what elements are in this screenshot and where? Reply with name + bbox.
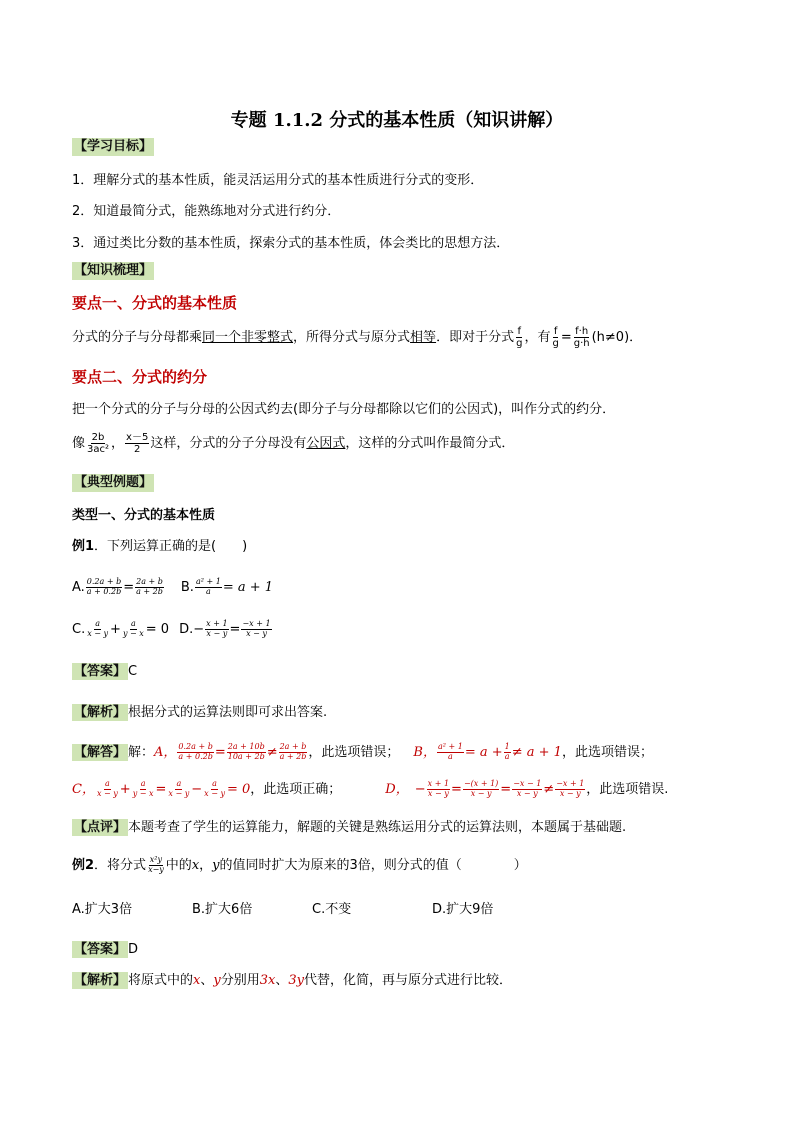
text: ， [111, 436, 125, 451]
option-label: D， [385, 781, 409, 797]
example1-options-ab [72, 578, 273, 597]
knowledge-tag: 【知识梳理】 [72, 262, 154, 280]
text: ，此选项错误； [308, 744, 400, 760]
underlined-term: 相等 [410, 330, 437, 345]
text: ，有 [524, 330, 551, 345]
option-label: B， [413, 744, 436, 760]
equals: = [123, 579, 135, 595]
fraction: $\frac{-(x + 1)}{x - y}$ [463, 779, 499, 798]
point1-text [72, 326, 642, 349]
text: 解： [128, 744, 155, 760]
math: x [193, 973, 201, 988]
text: 将原式中的 [128, 973, 194, 988]
underlined-term: 同一个非零整式 [202, 330, 294, 345]
text: 的值同时扩大为原来的3倍，则分式的值（ ） [219, 857, 527, 873]
text: ．即对于分式 [436, 330, 515, 345]
underlined-term: 公因式 [306, 436, 346, 451]
text: 这样，分式的分子分母没有 [150, 436, 307, 451]
text: ．下列运算正确的是( ) [94, 539, 248, 554]
answer-value: C [128, 664, 138, 679]
math: y [213, 973, 221, 988]
fraction: $\frac{-x - 1}{x - y}$ [513, 779, 542, 798]
fraction: $\frac{1}{a}$ [504, 742, 510, 761]
example2-option: B.扩大6倍 [192, 902, 253, 917]
point2-example [72, 432, 514, 455]
option-label: C， [72, 781, 95, 797]
example-label: 例1 [72, 539, 95, 554]
text: 、 [200, 973, 214, 988]
math: = [214, 744, 226, 760]
text: (h≠0)． [591, 330, 643, 345]
equals: = [229, 621, 241, 637]
point1-heading: 要点一、分式的基本性质 [72, 294, 238, 312]
math: + [110, 621, 121, 637]
text: ，此选项错误. [586, 781, 669, 797]
example2-stem [72, 856, 527, 875]
example-label: 例2 [72, 857, 95, 873]
example2-analysis [72, 973, 512, 989]
fraction: $\frac{\text{a² + 1}}{a}$ [195, 577, 221, 596]
point2-text: 把一个分式的分子与分母的公因式约去(即分子与分母都除以它们的公因式)，叫作分式的约分． [72, 402, 616, 417]
analysis-text: 根据分式的运算法则即可求出答案. [128, 705, 328, 720]
option-label: B. [180, 579, 194, 595]
text: 代替，化简，再与原分式进行比较． [304, 973, 513, 988]
fraction: $\frac{a}{y - x}$ [122, 619, 144, 638]
text: ，此选项正确； [250, 781, 342, 797]
answer-tag: 【答案】 [74, 942, 127, 957]
fraction: $\frac{2a + b}{a + 2b}$ [136, 577, 163, 596]
math: 3y [288, 973, 305, 988]
math: − [414, 781, 426, 797]
answer-value: D [128, 942, 139, 957]
example1-comment [72, 820, 626, 836]
math: x [191, 857, 200, 873]
goal-item: 2．知道最简分式，能熟练地对分式进行约分． [72, 204, 341, 219]
fraction: $\frac{\text{x²y}}{x-y}$ [148, 855, 164, 874]
fraction: $\frac{a}{x - y}$ [87, 619, 109, 638]
math: = 0 [226, 781, 251, 797]
math: = [155, 781, 167, 797]
text: 、 [275, 973, 289, 988]
goals-tag: 【学习目标】 [72, 138, 154, 156]
option-label: D. [179, 621, 194, 637]
fraction: $\frac{f}{g}$ [552, 326, 559, 349]
example1-stem [72, 539, 247, 555]
comment-text: 本题考查了学生的运算能力，解题的关键是熟练运用分式的运算法则，本题属于基础题. [128, 820, 627, 835]
comment-tag: 【点评】 [74, 820, 127, 835]
example2-option: D.扩大9倍 [432, 902, 494, 917]
fraction: $\frac{2a + 10b}{10a + 2b}$ [227, 742, 265, 761]
fraction: $\frac{a}{x - y}$ [96, 779, 118, 798]
text: ，此选项错误； [561, 744, 653, 760]
fraction: $\frac{a}{x - y}$ [168, 779, 190, 798]
goal-item: 1．理解分式的基本性质，能灵活运用分式的基本性质进行分式的变形． [72, 173, 484, 188]
example2-option: A.扩大3倍 [72, 902, 133, 917]
fraction: $\frac{x + 1}{x - y}$ [427, 779, 450, 798]
math: = [451, 781, 462, 797]
math: + [119, 781, 131, 797]
text: ．将分式 [94, 857, 147, 873]
solution-tag: 【解答】 [74, 744, 127, 760]
fraction: $\frac{0.2a + b}{a + 0.2b}$ [86, 577, 122, 596]
example1-analysis [72, 705, 327, 721]
math: = 0 [145, 621, 170, 637]
fraction: $\frac{0.2a + b}{a + 0.2b}$ [178, 742, 213, 761]
example1-solution-line2 [72, 780, 668, 799]
math: = a + [464, 744, 503, 760]
math: y [212, 857, 220, 873]
fraction: $\frac{-x + 1}{x - y}$ [556, 779, 585, 798]
equals: = [560, 330, 572, 345]
fraction: $\frac{f}{g}$ [516, 326, 523, 349]
fraction: $\frac{x-5}{2}$ [126, 432, 149, 455]
fraction: $\frac{f\cdot h}{g\cdot h}$ [573, 326, 590, 349]
math: ≠ [543, 781, 555, 797]
example1-solution-line1 [72, 743, 653, 762]
example1-options-cd [72, 620, 273, 639]
math: 3x [259, 973, 276, 988]
fraction: $\frac{\text{a² + 1}}{a}$ [437, 742, 463, 761]
type-heading: 类型一、分式的基本性质 [72, 508, 216, 523]
math: − [191, 781, 203, 797]
text: 分式的分子与分母都乘 [72, 330, 203, 345]
page-title: 专题 1.1.2 分式的基本性质（知识讲解） [230, 110, 564, 131]
example1-answer [72, 664, 137, 680]
math: ≠ [266, 744, 278, 760]
text: 像 [72, 436, 86, 451]
examples-tag: 【典型例题】 [72, 474, 154, 492]
math: − [193, 621, 205, 637]
math: = a + 1 [222, 579, 274, 595]
option-label: A. [72, 579, 85, 595]
analysis-tag: 【解析】 [74, 705, 127, 720]
fraction: $\frac{2a + b}{a + 2b}$ [279, 742, 307, 761]
example2-option: C.不变 [312, 902, 352, 917]
text: ，这样的分式叫作最简分式． [345, 436, 515, 451]
goal-item: 3．通过类比分数的基本性质，探索分式的基本性质，体会类比的思想方法． [72, 236, 510, 251]
option-label: C. [72, 621, 86, 637]
fraction: $\frac{a}{x - y}$ [204, 779, 225, 798]
analysis-tag: 【解析】 [74, 973, 127, 988]
text: ， [199, 857, 213, 873]
option-label: A， [154, 744, 177, 760]
math: = [500, 781, 512, 797]
text: 中的 [165, 857, 192, 873]
point2-heading: 要点二、分式的约分 [72, 368, 208, 386]
answer-tag: 【答案】 [74, 664, 127, 679]
example2-answer [72, 942, 138, 958]
math: ≠ a + 1 [511, 744, 562, 760]
fraction: $\frac{-x + 1}{x - y}$ [242, 619, 271, 638]
fraction: $\frac{2b}{\text{3ac²}}$ [87, 432, 110, 455]
fraction: $\frac{a}{y - x}$ [132, 779, 154, 798]
fraction: $\frac{x + 1}{x - y}$ [206, 619, 228, 638]
text: 分别用 [220, 973, 260, 988]
text: ，所得分式与原分式 [293, 330, 411, 345]
